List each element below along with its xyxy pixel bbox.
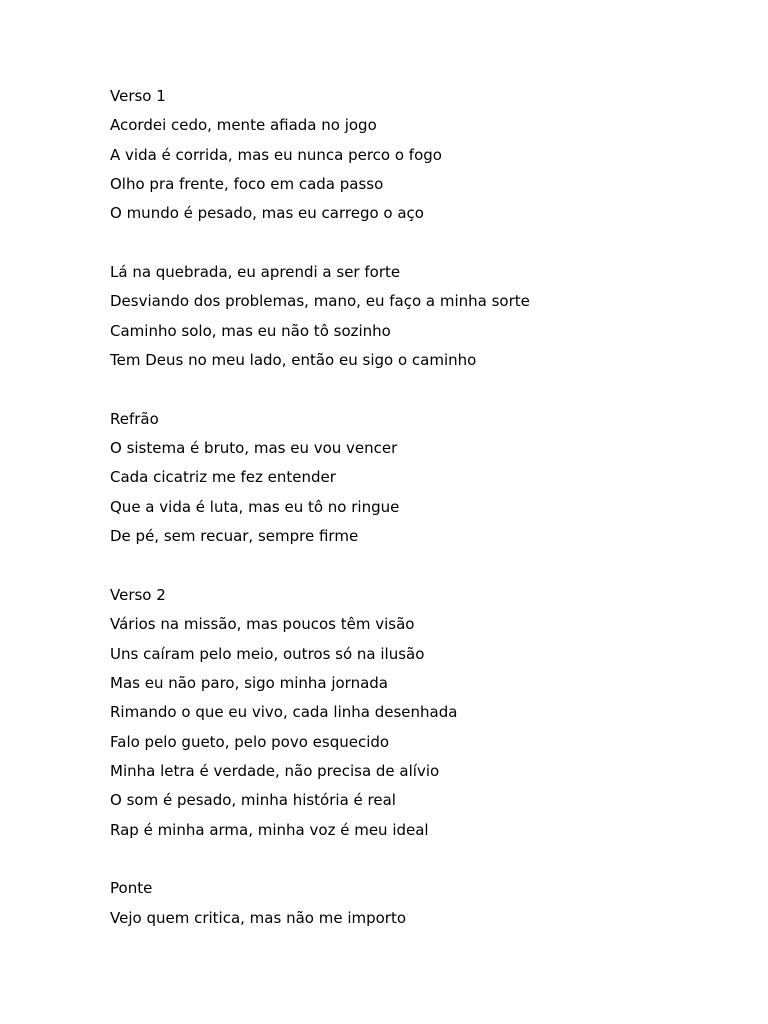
lyric-line: O mundo é pesado, mas eu carrego o aço: [110, 204, 424, 223]
lyric-line: Rimando o que eu vivo, cada linha desenhada: [110, 703, 458, 722]
section-heading: Verso 1: [110, 87, 166, 105]
lyric-line: O som é pesado, minha história é real: [110, 791, 396, 810]
lyrics-document: [110, 82, 730, 933]
stanza-gap: [110, 845, 730, 874]
lyric-line: Falo pelo gueto, pelo povo esquecido: [110, 732, 390, 751]
section-heading: Verso 2: [110, 585, 166, 604]
lyric-line: Olho pra frente, foco em cada passo: [110, 175, 384, 194]
lyric-line: De pé, sem recuar, sempre firme: [110, 527, 359, 546]
lyric-line: Uns caíram pelo meio, outros só na ilusão: [110, 644, 425, 663]
stanza-gap: [110, 229, 730, 258]
lyric-line: Mas eu não paro, sigo minha jornada: [110, 673, 388, 692]
lyric-line: Lá na quebrada, eu aprendi a ser forte: [110, 263, 401, 282]
lyric-line: Desviando dos problemas, mano, eu faço a minha sorte: [110, 292, 530, 311]
lyric-line: A vida é corrida, mas eu nunca perco o fogo: [110, 145, 442, 164]
lyric-line: Tem Deus no meu lado, então eu sigo o caminho: [110, 351, 477, 370]
section-heading: Refrão: [110, 409, 159, 428]
lyric-line: Minha letra é verdade, não precisa de alívio: [110, 761, 440, 780]
lyric-line: Rap é minha arma, minha voz é meu ideal: [110, 820, 429, 839]
section-heading: Ponte: [110, 879, 153, 898]
lyric-line: O sistema é bruto, mas eu vou vencer: [110, 439, 398, 458]
lyric-line: Caminho solo, mas eu não tô sozinho: [110, 321, 391, 340]
lyric-line: Acordei cedo, mente afiada no jogo: [110, 116, 377, 135]
lyric-line: Vários na missão, mas poucos têm visão: [110, 615, 415, 634]
lyric-line: Vejo quem critica, mas não me importo: [110, 908, 407, 927]
stanza-gap: [110, 375, 730, 404]
lyric-line: Que a vida é luta, mas eu tô no ringue: [110, 497, 400, 516]
lyric-line: Cada cicatriz me fez entender: [110, 468, 336, 487]
stanza-gap: [110, 552, 730, 581]
